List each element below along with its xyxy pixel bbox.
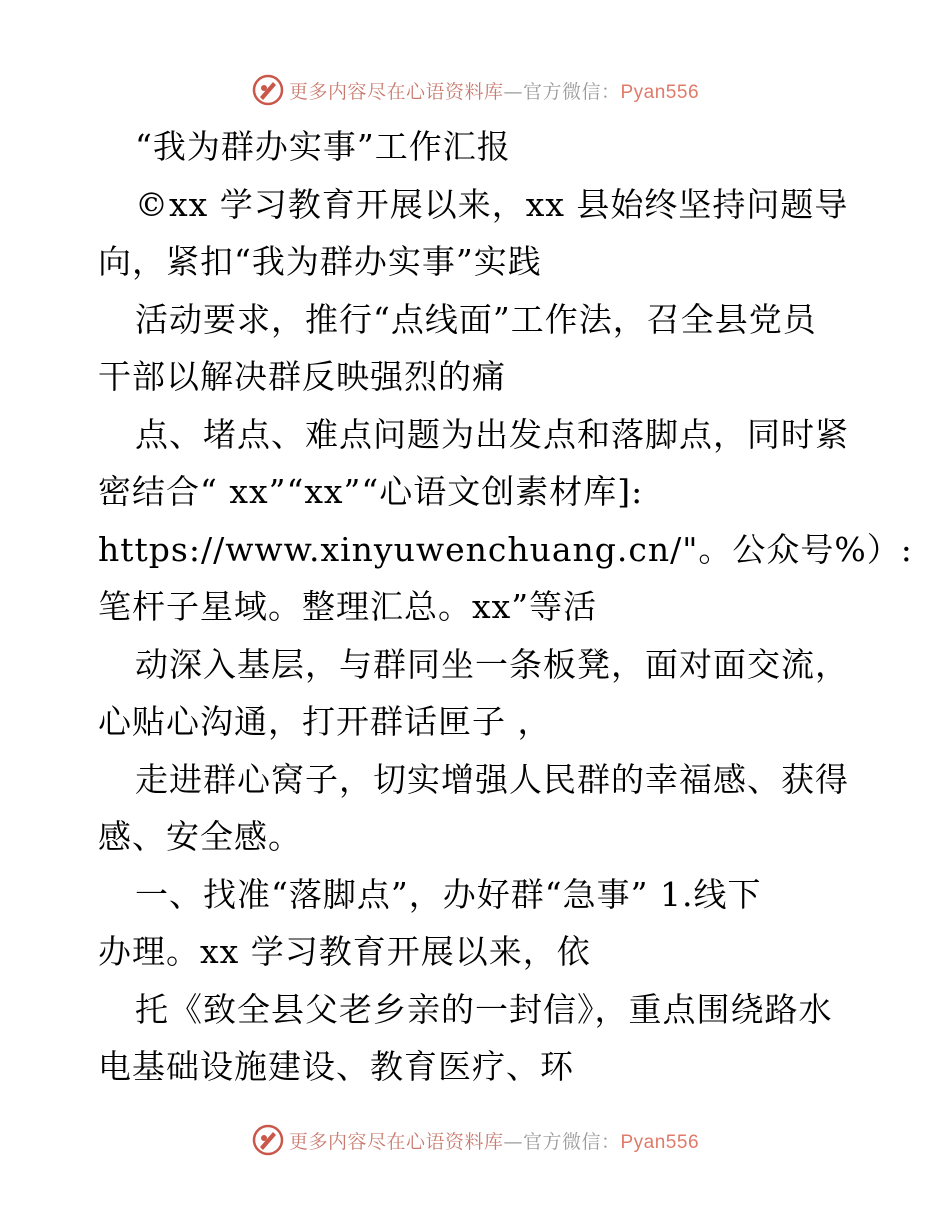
text-line: 点、堵点、难点问题为出发点和落脚点，同时紧 — [135, 414, 849, 454]
text-line: 托《致全县父老乡亲的一封信》，重点围绕路水 — [135, 989, 833, 1029]
text-line: 笔杆子星域。整理汇总。xx”等活 — [98, 587, 598, 626]
text-line: 向，紧扣“我为群办实事”实践 — [98, 242, 542, 281]
watermark-text: 更多内容尽在心语资料库—官方微信：Pyan556 — [288, 1130, 700, 1153]
text-line: 密结合“ xx”“xx”“心语文创素材库]: — [98, 472, 644, 511]
text-line: https://www.xinyuwenchuang.cn/"。公众号%）: — [98, 529, 913, 569]
text-line: 干部以解决群反映强烈的痛 — [98, 357, 506, 396]
text-line: 心贴心沟通，打开群话匣子 ， — [98, 702, 552, 741]
text-line: 动深入基层，与群同坐一条板凳，面对面交流， — [135, 644, 849, 684]
watermark-group — [251, 1123, 699, 1157]
text-line: ©xx 学习教育开展以来，xx 县始终坚持问题导 — [135, 184, 849, 224]
text-line: 电基础设施建设、教育医疗、环 — [98, 1047, 574, 1086]
document-title: “我为群办实事”工作汇报 — [135, 127, 511, 166]
document-body — [98, 118, 913, 1096]
pen-seal-logo-icon — [251, 1123, 285, 1157]
text-line: 感、安全感。 — [98, 817, 302, 856]
text-line: 走进群心窝子，切实增强人民群的幸福感、获得 — [135, 759, 849, 799]
footer-watermark — [0, 1120, 950, 1160]
text-line: 一、找准“落脚点”，办好群“急事” 1.线下 — [135, 874, 762, 914]
pen-seal-logo-icon — [251, 73, 285, 107]
watermark-text: 更多内容尽在心语资料库—官方微信：Pyan556 — [288, 80, 700, 103]
text-line: 办理。xx 学习教育开展以来，依 — [98, 932, 591, 971]
watermark-group — [251, 73, 699, 107]
header-watermark — [0, 70, 950, 110]
text-line: 活动要求，推行“点线面”工作法，召全县党员 — [135, 299, 817, 339]
